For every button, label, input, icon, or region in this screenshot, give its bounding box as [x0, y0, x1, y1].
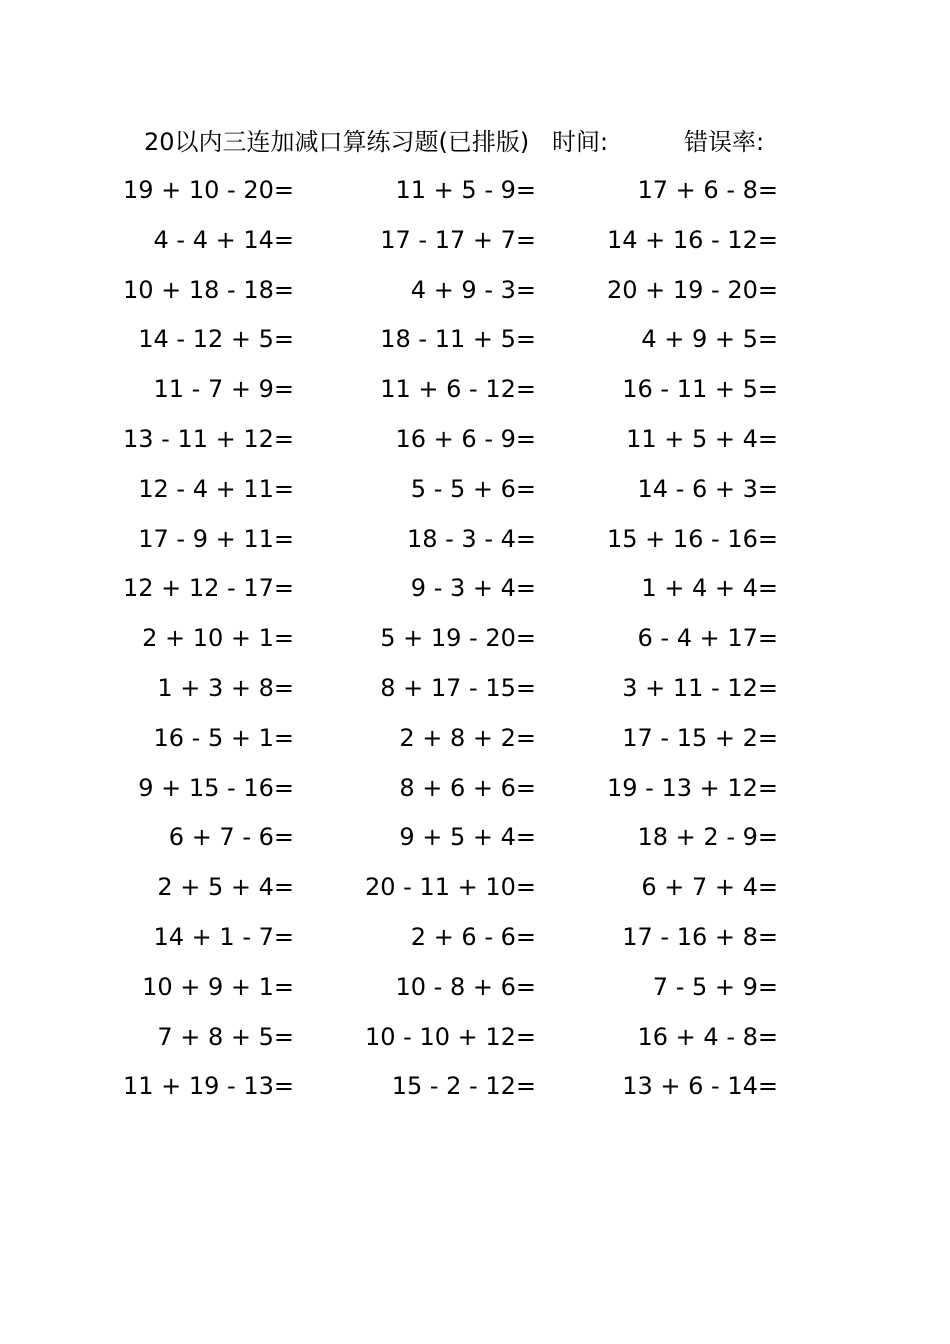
math-problem: 8 + 6 + 6= [399, 773, 536, 802]
math-problem: 9 - 3 + 4= [410, 574, 536, 603]
problem-row [0, 469, 950, 519]
math-problem: 15 + 16 - 16= [606, 524, 778, 553]
math-problem: 2 + 8 + 2= [399, 723, 536, 752]
problem-row [0, 319, 950, 369]
math-problem: 6 + 7 + 4= [641, 873, 778, 902]
problem-row [0, 967, 950, 1017]
problem-row [0, 817, 950, 867]
math-problem: 14 - 12 + 5= [138, 325, 294, 354]
math-problem: 3 + 11 - 12= [622, 673, 778, 702]
problem-row [0, 220, 950, 270]
math-problem: 17 - 16 + 8= [622, 922, 778, 951]
math-problem: 6 - 4 + 17= [637, 624, 778, 653]
math-problem: 1 + 3 + 8= [157, 673, 294, 702]
problem-row [0, 170, 950, 220]
math-problem: 10 - 10 + 12= [364, 1022, 536, 1051]
problem-row [0, 718, 950, 768]
problem-row [0, 369, 950, 419]
math-problem: 2 + 6 - 6= [410, 922, 536, 951]
math-problem: 4 + 9 + 5= [641, 325, 778, 354]
math-problem: 4 + 9 - 3= [410, 275, 536, 304]
math-problem: 20 + 19 - 20= [606, 275, 778, 304]
math-problem: 10 + 9 + 1= [142, 972, 294, 1001]
math-problem: 11 + 5 + 4= [626, 424, 778, 453]
math-problem: 19 + 10 - 20= [122, 176, 294, 204]
math-problem: 17 - 17 + 7= [380, 225, 536, 254]
math-problem: 19 - 13 + 12= [606, 773, 778, 802]
problem-row [0, 1066, 950, 1116]
error-rate-label: 错误率: [684, 128, 765, 156]
math-problem: 11 + 5 - 9= [395, 176, 536, 204]
math-problem: 7 - 5 + 9= [652, 972, 778, 1001]
math-problem: 8 + 17 - 15= [380, 673, 536, 702]
math-problem: 1 + 4 + 4= [641, 574, 778, 603]
math-problem: 14 + 16 - 12= [606, 225, 778, 254]
worksheet-title: 20以内三连加减口算练习题(已排版) [144, 128, 530, 156]
problem-row [0, 768, 950, 818]
math-problem: 13 - 11 + 12= [122, 424, 294, 453]
problem-row [0, 270, 950, 320]
math-problem: 14 + 1 - 7= [153, 922, 294, 951]
math-problem: 17 - 9 + 11= [138, 524, 294, 553]
math-problem: 16 + 6 - 9= [395, 424, 536, 453]
math-problem: 15 - 2 - 12= [391, 1072, 536, 1101]
problem-row [0, 1017, 950, 1067]
math-problem: 18 + 2 - 9= [637, 823, 778, 852]
math-problem: 5 - 5 + 6= [410, 474, 536, 503]
math-problem: 16 - 11 + 5= [622, 375, 778, 404]
math-problem: 20 - 11 + 10= [364, 873, 536, 902]
math-problem: 12 + 12 - 17= [122, 574, 294, 603]
math-problem: 12 - 4 + 11= [138, 474, 294, 503]
math-problem: 16 + 4 - 8= [637, 1022, 778, 1051]
math-problem: 14 - 6 + 3= [637, 474, 778, 503]
math-problem: 11 + 6 - 12= [380, 375, 536, 404]
math-problem: 2 + 5 + 4= [157, 873, 294, 902]
problem-grid [0, 170, 950, 1116]
math-problem: 11 + 19 - 13= [122, 1072, 294, 1101]
math-problem: 6 + 7 - 6= [168, 823, 294, 852]
problem-row [0, 668, 950, 718]
math-problem: 18 - 11 + 5= [380, 325, 536, 354]
math-problem: 10 - 8 + 6= [395, 972, 536, 1001]
math-problem: 17 - 15 + 2= [622, 723, 778, 752]
problem-row [0, 419, 950, 469]
problem-row [0, 618, 950, 668]
math-problem: 10 + 18 - 18= [122, 275, 294, 304]
problem-row [0, 568, 950, 618]
math-problem: 9 + 15 - 16= [138, 773, 294, 802]
problem-row [0, 917, 950, 967]
math-problem: 17 + 6 - 8= [637, 176, 778, 204]
worksheet-header [0, 122, 950, 162]
math-problem: 9 + 5 + 4= [399, 823, 536, 852]
math-problem: 16 - 5 + 1= [153, 723, 294, 752]
math-problem: 4 - 4 + 14= [153, 225, 294, 254]
math-problem: 2 + 10 + 1= [142, 624, 294, 653]
math-problem: 7 + 8 + 5= [157, 1022, 294, 1051]
math-problem: 5 + 19 - 20= [380, 624, 536, 653]
math-problem: 13 + 6 - 14= [622, 1072, 778, 1101]
math-problem: 11 - 7 + 9= [153, 375, 294, 404]
math-problem: 18 - 3 - 4= [406, 524, 536, 553]
problem-row [0, 867, 950, 917]
problem-row [0, 519, 950, 569]
time-label: 时间: [552, 128, 609, 156]
